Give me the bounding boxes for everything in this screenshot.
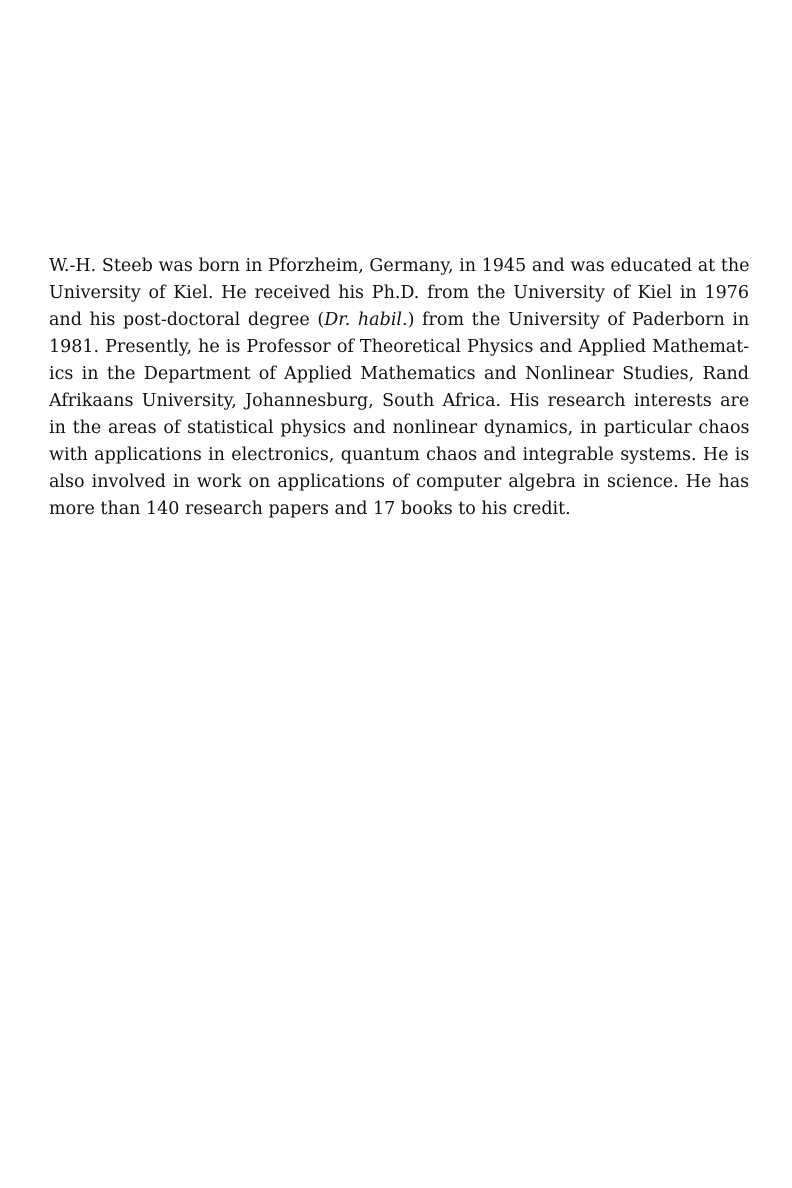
bio-line-8: with applications in electronics, quantum chaos and integrable systems. He is [49, 445, 750, 465]
bio-line-5: ics in the Department of Applied Mathematics and Nonlinear Studies, Rand [49, 364, 749, 384]
author-biography [49, 253, 749, 523]
bio-line-1: W.-H. Steeb was born in Pforzheim, Germany, in 1945 and was educated at the [49, 256, 750, 276]
bio-line-7: in the areas of statistical physics and nonlinear dynamics, in particular chaos [49, 418, 750, 438]
bio-line-3-pre: and his post-doctoral degree ( [49, 310, 325, 330]
bio-line-2: University of Kiel. He received his Ph.D. from the University of Kiel in 1976 [49, 283, 749, 303]
bio-line-9: also involved in work on applications of computer algebra in science. He has [49, 472, 750, 492]
bio-line-10: more than 140 research papers and 17 books to his credit. [49, 499, 571, 519]
bio-line-6: Afrikaans University, Johannesburg, South Africa. His research interests are [49, 391, 750, 411]
bio-line-4: 1981. Presently, he is Professor of Theoretical Physics and Applied Mathemat- [49, 337, 750, 357]
degree-title: Dr. habil. [324, 310, 408, 330]
bio-line-3 [49, 307, 749, 334]
bio-line-3-post: ) from the University of Paderborn in [407, 310, 750, 330]
